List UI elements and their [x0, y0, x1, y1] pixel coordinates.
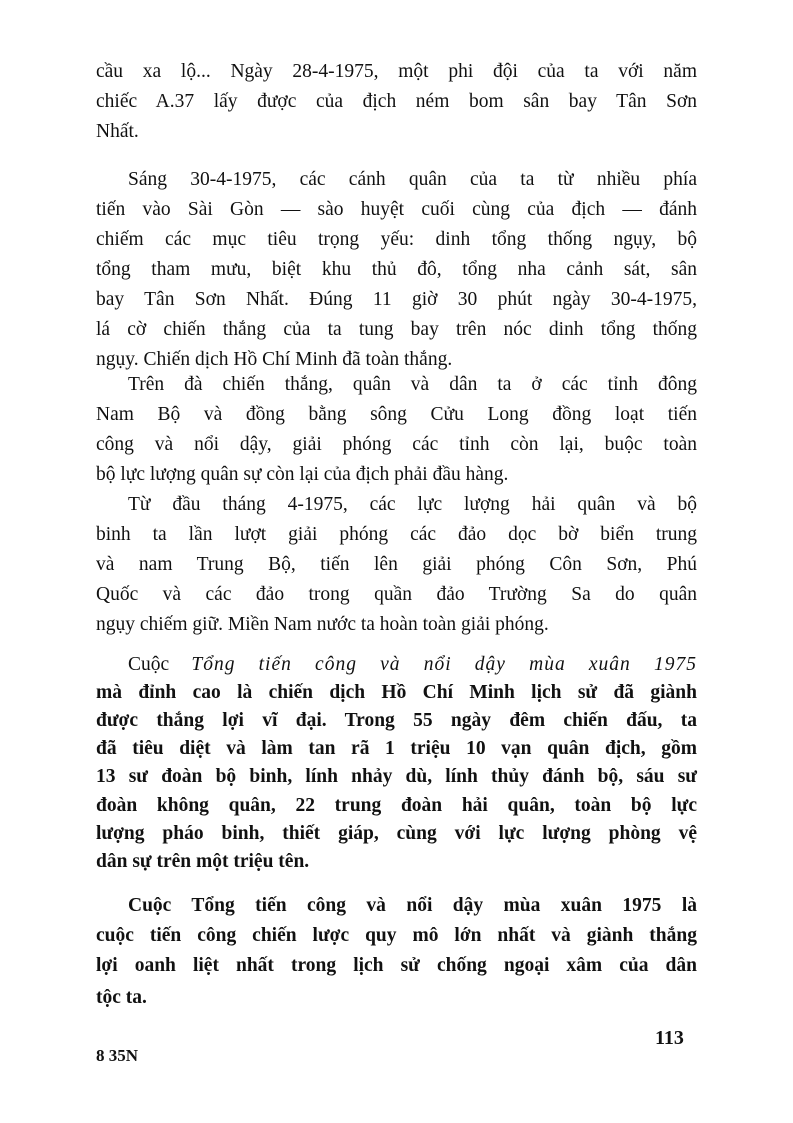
text-line: dân sự trên một triệu tên.: [96, 851, 310, 872]
text-line: đoàn không quân, 22 trung đoàn hải quân, toàn bộ lực: [96, 795, 697, 816]
text-line: cầu xa lộ... Ngày 28-4-1975, một phi đội của ta với năm: [96, 61, 697, 82]
text-line: được thắng lợi vĩ đại. Trong 55 ngày đêm chiến đấu, ta: [96, 710, 697, 731]
text-line: ngụy. Chiến dịch Hồ Chí Minh đã toàn thắng.: [96, 349, 453, 370]
text-line: binh ta lần lượt giải phóng các đảo dọc bờ biển trung: [96, 524, 697, 545]
text-line: bay Tân Sơn Nhất. Đúng 11 giờ 30 phút ngày 30-4-1975,: [96, 289, 697, 310]
text-line: bộ lực lượng quân sự còn lại của địch phải đầu hàng.: [96, 464, 509, 485]
text-line: Sáng 30-4-1975, các cánh quân của ta từ nhiều phía: [128, 169, 697, 190]
text-line: lá cờ chiến thắng của ta tung bay trên nóc dinh tổng thống: [96, 319, 697, 340]
text-line: Từ đầu tháng 4-1975, các lực lượng hải quân và bộ: [128, 494, 697, 515]
text-line: 13 sư đoàn bộ binh, lính nhảy dù, lính thủy đánh bộ, sáu sư: [96, 766, 697, 787]
text-line: [128, 653, 697, 677]
text-line: ngụy chiếm giữ. Miền Nam nước ta hoàn toàn giải phóng.: [96, 614, 549, 635]
text-line: cuộc tiến công chiến lược quy mô lớn nhất và giành thắng: [96, 925, 697, 946]
text-line: tổng tham mưu, biệt khu thủ đô, tổng nha cảnh sát, sân: [96, 259, 697, 280]
text-segment: Cuộc: [128, 654, 192, 675]
text-line: tộc ta.: [96, 987, 147, 1008]
text-line: đã tiêu diệt và làm tan rã 1 triệu 10 vạn quân địch, gồm: [96, 738, 697, 759]
text-line: lượng pháo binh, thiết giáp, cùng với lực lượng phòng vệ: [96, 823, 697, 844]
page-number: 113: [655, 1027, 684, 1049]
text-line: mà đỉnh cao là chiến dịch Hồ Chí Minh lịch sử đã giành: [96, 682, 697, 703]
text-line: Cuộc Tổng tiến công và nổi dậy mùa xuân 1975 là: [128, 895, 697, 916]
text-line: công và nổi dậy, giải phóng các tỉnh còn lại, buộc toàn: [96, 434, 697, 455]
text-line: chiếm các mục tiêu trọng yếu: dinh tổng thống ngụy, bộ: [96, 229, 697, 250]
text-line: Nhất.: [96, 121, 139, 142]
text-line: lợi oanh liệt nhất trong lịch sử chống ngoại xâm của dân: [96, 955, 697, 976]
text-line: Nam Bộ và đồng bằng sông Cửu Long đồng loạt tiến: [96, 404, 697, 425]
text-line: Trên đà chiến thắng, quân và dân ta ở các tỉnh đông: [128, 374, 697, 395]
text-line: và nam Trung Bộ, tiến lên giải phóng Côn Sơn, Phú: [96, 554, 697, 575]
italic-title-segment: Tổng tiến công và nổi dậy mùa xuân 1975: [191, 654, 697, 675]
printer-signature-mark: 8 35N: [96, 1046, 139, 1065]
text-line: tiến vào Sài Gòn — sào huyệt cuối cùng của địch — đánh: [96, 199, 697, 220]
text-line: Quốc và các đảo trong quần đảo Trường Sa do quân: [96, 584, 697, 605]
text-line: chiếc A.37 lấy được của địch ném bom sân bay Tân Sơn: [96, 91, 697, 112]
